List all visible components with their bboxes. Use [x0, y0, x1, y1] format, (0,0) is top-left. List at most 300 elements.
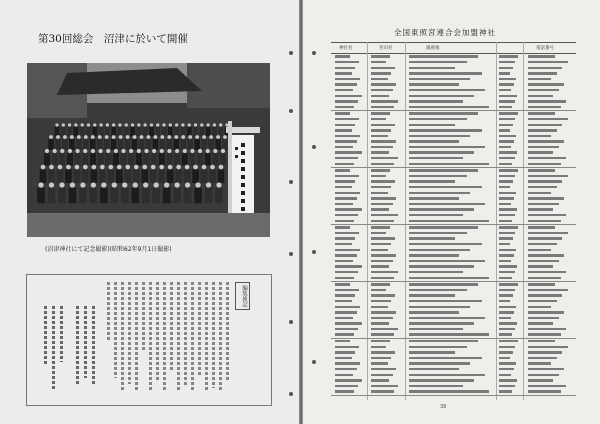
person-head: [122, 182, 127, 187]
table-cell: [528, 390, 561, 392]
table-cell: [528, 61, 568, 63]
table-cell: [409, 186, 482, 188]
table-cell: [371, 95, 389, 97]
person-body: [59, 153, 65, 165]
table-cell: [371, 118, 386, 120]
table-cell: [409, 95, 474, 97]
person-body: [146, 139, 151, 150]
table-cell: [528, 169, 555, 171]
person-head: [114, 149, 118, 153]
person-head: [133, 135, 137, 139]
person-head: [137, 123, 140, 126]
person-body: [143, 153, 149, 165]
person-body: [90, 139, 95, 150]
person-head: [119, 135, 123, 139]
person-body: [173, 188, 181, 203]
person-body: [40, 170, 47, 183]
table-cell: [371, 306, 388, 308]
table-cell: [499, 328, 515, 330]
table-cell: [371, 340, 390, 342]
table-cell: [335, 203, 353, 205]
table-cell: [335, 89, 353, 91]
table-cell: [371, 333, 394, 335]
person-head: [101, 182, 106, 187]
table-cell: [335, 249, 360, 251]
table-cell: [499, 362, 516, 364]
person-body: [192, 170, 199, 183]
person-head: [87, 123, 90, 126]
page-number: 38: [440, 404, 447, 410]
binding-hole: [312, 250, 316, 254]
table-cell: [335, 346, 359, 348]
person-body: [105, 127, 110, 137]
table-cell: [528, 226, 555, 228]
table-cell: [499, 95, 517, 97]
table-cell: [528, 254, 564, 256]
person-head: [202, 165, 207, 170]
colophon-text-column: [60, 306, 63, 362]
person-body: [128, 153, 134, 165]
person-body: [220, 153, 226, 165]
table-cell: [499, 254, 514, 256]
table-cell: [499, 124, 513, 126]
editorial-text-column: [177, 282, 180, 390]
editorial-text-column: [212, 282, 215, 388]
table-cell: [409, 328, 463, 330]
person-head: [105, 135, 109, 139]
table-cell: [335, 67, 355, 69]
table-cell: [499, 351, 513, 353]
person-body: [113, 153, 119, 165]
person-head: [167, 149, 171, 153]
table-cell: [409, 243, 482, 245]
person-body: [92, 127, 97, 137]
table-cell: [528, 140, 564, 142]
table-cell: [335, 129, 352, 131]
table-cell: [499, 83, 514, 85]
table-cell: [528, 112, 555, 114]
person-body: [79, 188, 87, 203]
table-cell: [409, 226, 478, 228]
person-body: [168, 127, 173, 137]
person-head: [154, 182, 159, 187]
person-head: [190, 149, 194, 153]
person-head: [144, 149, 148, 153]
person-head: [181, 135, 185, 139]
shrine-table: [331, 42, 576, 400]
table-cell: [528, 180, 562, 182]
table-cell: [409, 357, 482, 359]
table-cell: [409, 237, 455, 239]
table-cell: [335, 271, 358, 273]
person-body: [209, 170, 216, 183]
table-cell: [335, 78, 360, 80]
binding-hole: [312, 51, 316, 55]
table-cell: [409, 346, 467, 348]
person-head: [118, 123, 121, 126]
table-cell: [335, 243, 352, 245]
table-cell: [528, 208, 553, 210]
table-cell: [335, 106, 354, 108]
colophon-text-column: [52, 306, 55, 390]
editorial-text-column: [226, 282, 229, 382]
person-body: [218, 170, 225, 183]
person-head: [49, 182, 54, 187]
person-head: [49, 135, 53, 139]
person-body: [160, 139, 165, 150]
table-cell: [409, 385, 463, 387]
table-cell: [499, 294, 513, 296]
editorial-text-column: [191, 282, 194, 390]
table-cell: [499, 237, 513, 239]
person-head: [194, 123, 197, 126]
table-cell: [499, 140, 514, 142]
table-cell: [499, 357, 510, 359]
table-cell: [409, 163, 489, 165]
person-body: [212, 153, 218, 165]
person-body: [55, 127, 60, 137]
person-head: [112, 182, 117, 187]
editorial-text-column: [135, 282, 138, 390]
table-cell: [499, 390, 512, 392]
person-head: [134, 165, 139, 170]
column-header: 鎮座地: [426, 46, 440, 51]
person-head: [193, 165, 198, 170]
table-cell: [409, 340, 478, 342]
table-cell: [371, 237, 395, 239]
person-body: [167, 139, 172, 150]
table-cell: [371, 254, 396, 256]
person-head: [142, 165, 147, 170]
table-cell: [499, 163, 512, 165]
person-head: [133, 182, 138, 187]
table-cell: [499, 151, 517, 153]
table-cell: [409, 197, 459, 199]
person-body: [205, 188, 213, 203]
table-cell: [409, 214, 463, 216]
photo-caption: (沼津神社にて記念撮影)(昭和62年9月1日撮影): [45, 246, 172, 253]
person-head: [59, 182, 64, 187]
person-body: [90, 188, 98, 203]
table-cell: [409, 322, 474, 324]
person-body: [57, 170, 64, 183]
column-header: 宮司名: [379, 46, 393, 51]
table-cell: [499, 317, 511, 319]
table-cell: [335, 237, 355, 239]
table-cell: [528, 294, 562, 296]
table-cell: [499, 243, 510, 245]
person-head: [156, 123, 159, 126]
table-cell: [371, 124, 395, 126]
person-body: [67, 153, 73, 165]
table-cell: [409, 379, 474, 381]
table-cell: [499, 232, 515, 234]
table-cell: [371, 214, 398, 216]
person-body: [139, 139, 144, 150]
person-head: [81, 123, 84, 126]
person-body: [116, 170, 123, 183]
person-body: [111, 127, 116, 137]
table-cell: [528, 55, 555, 57]
table-cell: [409, 254, 459, 256]
person-body: [118, 127, 123, 137]
colophon-text-column: [92, 306, 95, 386]
table-cell: [335, 322, 362, 324]
person-body: [37, 188, 45, 203]
table-cell: [528, 368, 564, 370]
table-cell: [499, 306, 516, 308]
table-cell: [371, 203, 393, 205]
colophon-text-column: [76, 306, 79, 384]
table-cell: [528, 317, 559, 319]
table-cell: [335, 328, 358, 330]
person-body: [73, 127, 78, 137]
person-head: [68, 149, 72, 153]
table-cell: [528, 351, 562, 353]
table-cell: [409, 106, 489, 108]
table-cell: [335, 226, 350, 228]
table-cell: [528, 357, 557, 359]
person-body: [62, 139, 67, 150]
person-head: [221, 149, 225, 153]
table-cell: [528, 89, 559, 91]
person-body: [98, 153, 104, 165]
person-head: [70, 135, 74, 139]
table-cell: [371, 67, 395, 69]
binding-hole: [289, 109, 293, 113]
table-cell: [499, 100, 515, 102]
person-body: [175, 170, 182, 183]
person-head: [167, 135, 171, 139]
table-cell: [335, 135, 360, 137]
person-head: [108, 165, 113, 170]
table-cell: [409, 289, 467, 291]
table-cell: [409, 300, 482, 302]
person-body: [150, 170, 157, 183]
person-body: [193, 127, 198, 137]
person-body: [222, 139, 227, 150]
table-cell: [528, 78, 551, 80]
person-body: [187, 127, 192, 137]
person-head: [174, 182, 179, 187]
person-head: [126, 135, 130, 139]
table-cell: [409, 61, 467, 63]
table-cell: [335, 95, 362, 97]
table-cell: [409, 118, 467, 120]
table-cell: [335, 283, 350, 285]
person-head: [168, 165, 173, 170]
person-body: [44, 153, 50, 165]
table-cell: [499, 175, 515, 177]
table-cell: [499, 118, 515, 120]
table-cell: [409, 151, 474, 153]
table-cell: [371, 265, 389, 267]
table-cell: [499, 197, 514, 199]
table-cell: [371, 249, 388, 251]
table-cell: [335, 362, 360, 364]
person-body: [121, 188, 129, 203]
table-cell: [499, 129, 510, 131]
person-body: [90, 170, 97, 183]
binding-hole: [289, 51, 293, 55]
editorial-text-column: [219, 282, 222, 390]
person-body: [74, 170, 81, 183]
person-body: [208, 139, 213, 150]
table-cell: [409, 311, 459, 313]
table-cell: [371, 112, 390, 114]
table-cell: [499, 283, 518, 285]
person-head: [213, 123, 216, 126]
person-head: [151, 165, 156, 170]
person-head: [55, 123, 58, 126]
table-cell: [371, 89, 393, 91]
table-cell: [335, 100, 358, 102]
person-head: [216, 135, 220, 139]
table-cell: [409, 83, 459, 85]
binding-hole: [289, 392, 293, 396]
table-cell: [528, 124, 562, 126]
table-cell: [528, 306, 551, 308]
table-cell: [499, 379, 517, 381]
table-cell: [409, 135, 470, 137]
person-body: [120, 153, 126, 165]
table-cell: [371, 106, 394, 108]
colophon-text-column: [84, 306, 87, 378]
table-cell: [499, 333, 512, 335]
table-cell: [409, 203, 485, 205]
table-cell: [371, 186, 391, 188]
person-head: [75, 165, 80, 170]
table-cell: [499, 61, 515, 63]
table-cell: [335, 192, 360, 194]
person-body: [86, 127, 91, 137]
person-head: [206, 182, 211, 187]
table-cell: [528, 83, 564, 85]
person-head: [162, 123, 165, 126]
table-cell: [335, 163, 354, 165]
table-cell: [409, 294, 455, 296]
table-cell: [528, 283, 555, 285]
person-body: [182, 153, 188, 165]
person-body: [201, 139, 206, 150]
table-cell: [409, 271, 463, 273]
table-cell: [335, 175, 359, 177]
table-cell: [409, 55, 478, 57]
table-cell: [528, 72, 557, 74]
table-cell: [528, 220, 561, 222]
person-head: [98, 135, 102, 139]
person-head: [63, 135, 67, 139]
person-body: [131, 188, 139, 203]
table-cell: [335, 351, 355, 353]
table-cell: [499, 271, 515, 273]
person-head: [49, 165, 54, 170]
table-cell: [528, 322, 553, 324]
person-head: [200, 123, 203, 126]
table-cell: [335, 151, 362, 153]
person-head: [174, 135, 178, 139]
table-cell: [371, 390, 394, 392]
person-head: [66, 165, 71, 170]
person-body: [105, 153, 111, 165]
table-cell: [335, 157, 358, 159]
person-head: [219, 165, 224, 170]
person-body: [167, 170, 174, 183]
table-cell: [499, 135, 516, 137]
person-body: [197, 153, 203, 165]
table-cell: [335, 72, 352, 74]
table-cell: [335, 379, 362, 381]
table-cell: [371, 55, 390, 57]
table-cell: [335, 311, 357, 313]
table-cell: [499, 220, 512, 222]
person-head: [143, 123, 146, 126]
table-cell: [409, 374, 485, 376]
person-body: [181, 127, 186, 137]
person-body: [90, 153, 96, 165]
row-group-separator: [331, 395, 576, 396]
table-cell: [409, 112, 478, 114]
person-head: [219, 123, 222, 126]
person-body: [61, 127, 66, 137]
table-cell: [528, 163, 561, 165]
person-head: [147, 135, 151, 139]
table-cell: [335, 124, 355, 126]
person-body: [69, 139, 74, 150]
table-cell: [499, 289, 515, 291]
table-cell: [335, 55, 350, 57]
table-cell: [335, 333, 354, 335]
table-cell: [335, 260, 353, 262]
table-cell: [335, 277, 354, 279]
table-cell: [335, 357, 352, 359]
person-head: [91, 135, 95, 139]
person-body: [152, 188, 160, 203]
person-head: [160, 149, 164, 153]
person-body: [130, 127, 135, 137]
person-body: [166, 153, 172, 165]
person-body: [52, 153, 58, 165]
table-cell: [371, 346, 386, 348]
person-head: [74, 123, 77, 126]
person-body: [97, 139, 102, 150]
table-cell: [499, 106, 512, 108]
table-cell: [371, 328, 398, 330]
table-cell: [371, 146, 393, 148]
table-cell: [528, 186, 557, 188]
table-cell: [371, 232, 386, 234]
table-cell: [499, 260, 511, 262]
person-body: [206, 127, 211, 137]
person-body: [133, 170, 140, 183]
person-head: [129, 149, 133, 153]
table-cell: [499, 346, 515, 348]
person-head: [60, 149, 64, 153]
table-cell: [499, 385, 515, 387]
person-head: [91, 149, 95, 153]
table-cell: [335, 294, 355, 296]
person-head: [209, 135, 213, 139]
table-cell: [528, 203, 559, 205]
table-cell: [528, 95, 553, 97]
table-cell: [528, 340, 555, 342]
person-head: [112, 135, 116, 139]
person-body: [76, 139, 81, 150]
person-head: [185, 165, 190, 170]
person-body: [67, 127, 72, 137]
person-head: [80, 182, 85, 187]
person-head: [206, 149, 210, 153]
